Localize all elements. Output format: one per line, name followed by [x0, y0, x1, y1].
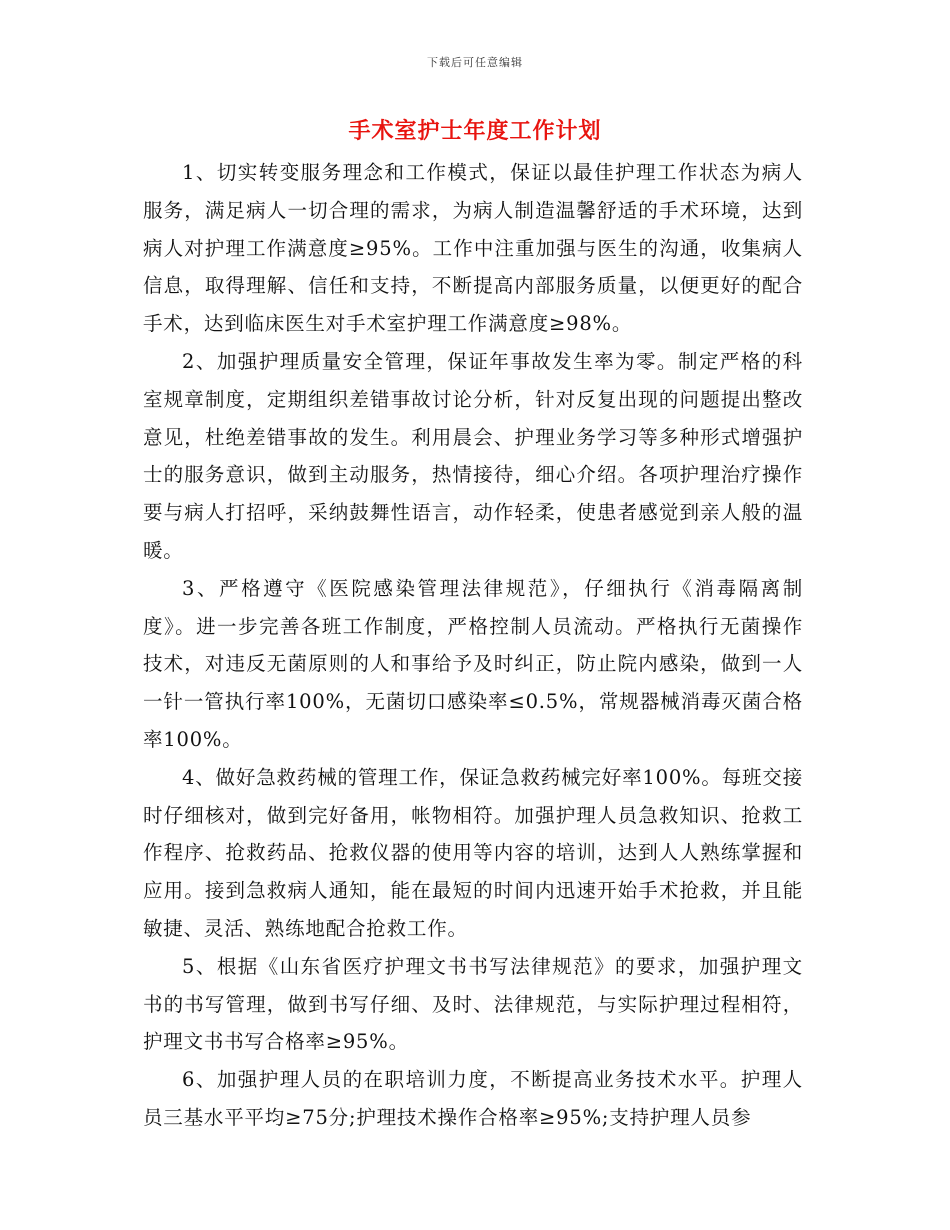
document-title: 手术室护士年度工作计划	[348, 119, 602, 144]
header-note: 下载后可任意编辑	[427, 56, 523, 69]
paragraph-1: 1、切实转变服务理念和工作模式，保证以最佳护理工作状态为病人服务，满足病人一切合理的需求，为病人制造温馨舒适的手术环境，达到病人对护理工作满意度≥95%。工作中注重加强与医生的沟通，收集病人信息，取得理解、信任和支持，不断提高内部服务质量，以便更好的配合手术，达到临床医生对手术室护理工作满意度≥98%。	[143, 161, 803, 336]
paragraph-6: 6、加强护理人员的在职培训力度，不断提高业务技术水平。护理人员三基水平平均≥75分;护理技术操作合格率≥95%;支持护理人员参	[143, 1068, 803, 1129]
paragraph-3: 3、严格遵守《医院感染管理法律规范》，仔细执行《消毒隔离制度》。进一步完善各班工作制度，严格控制人员流动。严格执行无菌操作技术，对违反无菌原则的人和事给予及时纠正，防止院内感染，做到一人一针一管执行率100%，无菌切口感染率≤0.5%，常规器械消毒灭菌合格率100%。	[143, 576, 803, 751]
paragraph-5: 5、根据《山东省医疗护理文书书写法律规范》的要求，加强护理文书的书写管理，做到书写仔细、及时、法律规范，与实际护理过程相符，护理文书书写合格率≥95%。	[143, 954, 803, 1054]
paragraph-2: 2、加强护理质量安全管理，保证年事故发生率为零。制定严格的科室规章制度，定期组织差错事故讨论分析，针对反复出现的问题提出整改意见，杜绝差错事故的发生。利用晨会、护理业务学习等多种形式增强护士的服务意识，做到主动服务，热情接待，细心介绍。各项护理治疗操作要与病人打招呼，采纳鼓舞性语言，动作轻柔，使患者感觉到亲人般的温暖。	[143, 349, 803, 562]
paragraph-4: 4、做好急救药械的管理工作，保证急救药械完好率100%。每班交接时仔细核对，做到完好备用，帐物相符。加强护理人员急救知识、抢救工作程序、抢救药品、抢救仪器的使用等内容的培训，达到人人熟练掌握和应用。接到急救病人通知，能在最短的时间内迅速开始手术抢救，并且能敏捷、灵活、熟练地配合抢救工作。	[143, 765, 803, 940]
document-body	[143, 154, 803, 1137]
